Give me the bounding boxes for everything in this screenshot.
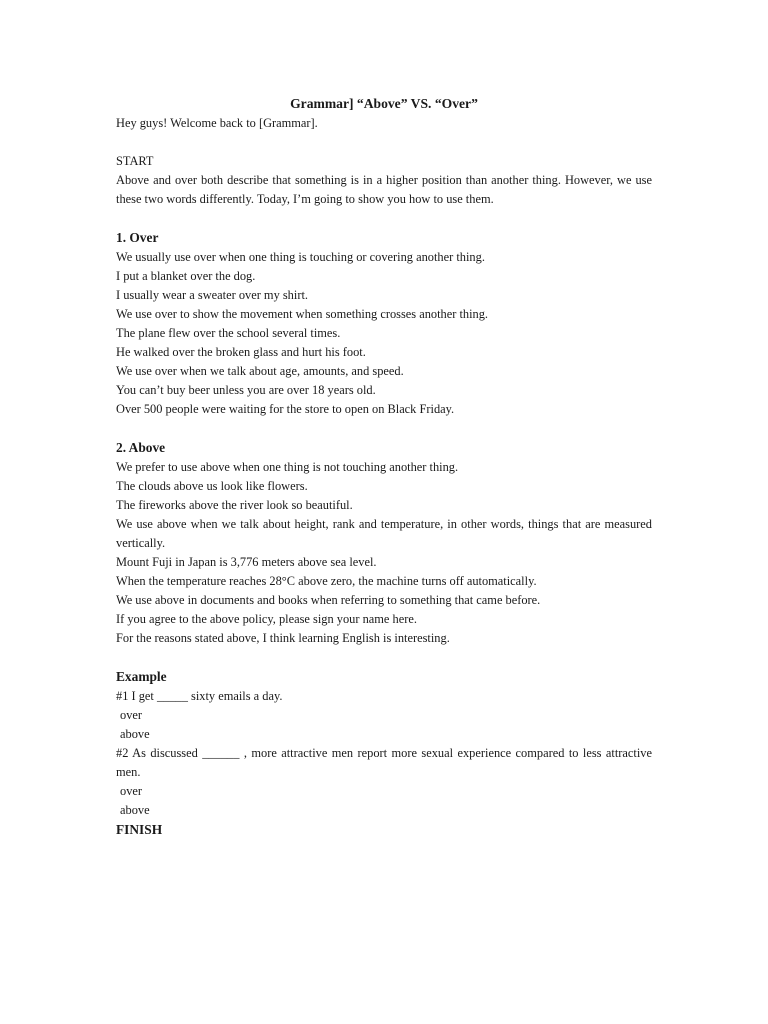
- spacer: [116, 133, 652, 152]
- example-option: over: [120, 708, 143, 722]
- document-page: [116, 94, 652, 840]
- section-heading-example: Example: [116, 669, 167, 684]
- document-title: Grammar] “Above” VS. “Over”: [290, 96, 478, 111]
- section-heading-above: 2. Above: [116, 440, 166, 455]
- over-line: The plane flew over the school several times.: [116, 326, 341, 340]
- example-option: above: [120, 803, 150, 817]
- over-line: I usually wear a sweater over my shirt.: [116, 288, 308, 302]
- greeting-text: Hey guys! Welcome back to [Grammar].: [116, 116, 318, 130]
- spacer: [116, 419, 652, 438]
- example-option: above: [120, 727, 150, 741]
- example-question-2: #2 As discussed ______ , more attractive men report more sexual experience compared to less attractive men.: [116, 746, 652, 779]
- finish-label: FINISH: [116, 822, 163, 837]
- over-line: He walked over the broken glass and hurt his foot.: [116, 345, 366, 359]
- above-line: For the reasons stated above, I think learning English is interesting.: [116, 631, 450, 645]
- above-line: The fireworks above the river look so beautiful.: [116, 498, 353, 512]
- section-heading-over: 1. Over: [116, 230, 159, 245]
- spacer: [116, 648, 652, 667]
- over-line: We usually use over when one thing is touching or covering another thing.: [116, 250, 485, 264]
- over-line: We use over when we talk about age, amounts, and speed.: [116, 364, 404, 378]
- spacer: [116, 209, 652, 228]
- above-line: We prefer to use above when one thing is not touching another thing.: [116, 460, 459, 474]
- above-line: If you agree to the above policy, please sign your name here.: [116, 612, 417, 626]
- over-line: We use over to show the movement when something crosses another thing.: [116, 307, 489, 321]
- example-option: over: [120, 784, 143, 798]
- start-label: START: [116, 154, 154, 168]
- above-line: Mount Fuji in Japan is 3,776 meters above sea level.: [116, 555, 377, 569]
- above-line: We use above in documents and books when referring to something that came before.: [116, 593, 541, 607]
- above-line: We use above when we talk about height, rank and temperature, in other words, things that are measured vertically.: [116, 517, 652, 550]
- intro-paragraph: Above and over both describe that something is in a higher position than another thing. However, we use these two words differently. Today, I’m going to show you how to use them.: [116, 173, 652, 206]
- over-line: I put a blanket over the dog.: [116, 269, 256, 283]
- over-line: Over 500 people were waiting for the store to open on Black Friday.: [116, 402, 455, 416]
- over-line: You can’t buy beer unless you are over 18 years old.: [116, 383, 376, 397]
- above-line: When the temperature reaches 28°C above zero, the machine turns off automatically.: [116, 574, 537, 588]
- above-line: The clouds above us look like flowers.: [116, 479, 308, 493]
- example-question-1: #1 I get _____ sixty emails a day.: [116, 689, 283, 703]
